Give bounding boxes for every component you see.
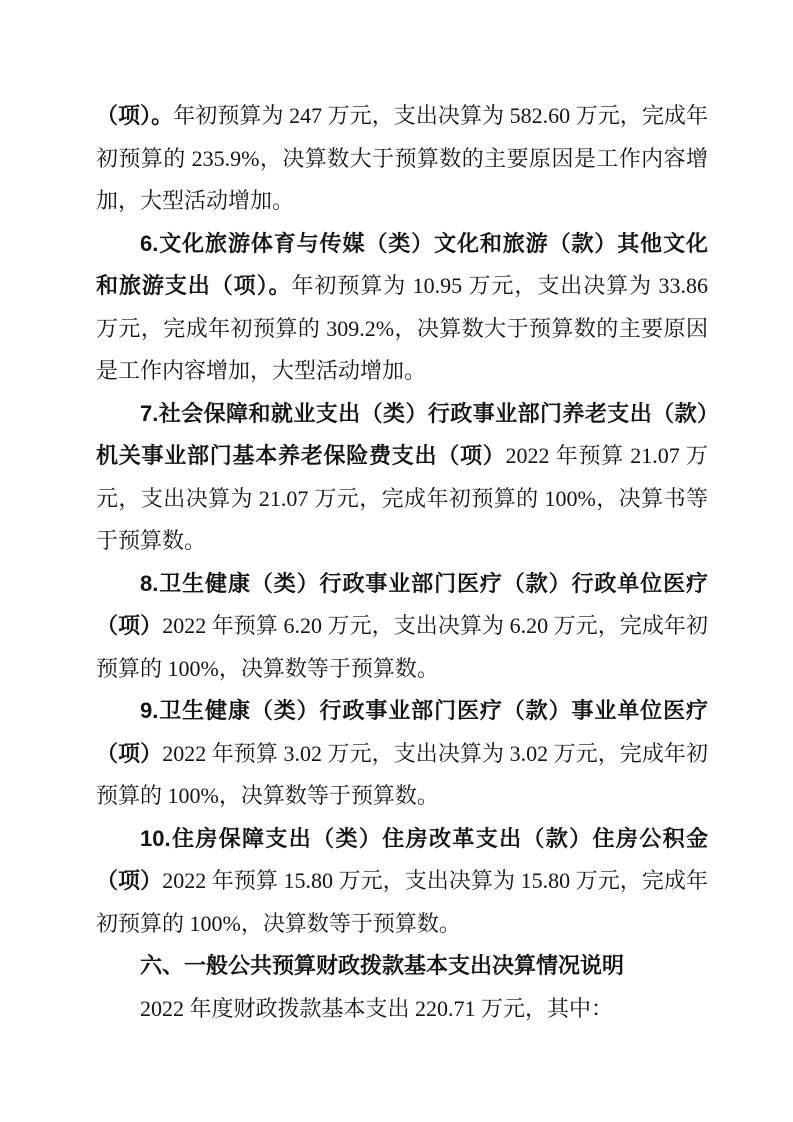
bold-text-run: 六、一般公共预算财政拨款基本支出决算情况说明 (140, 953, 625, 978)
bold-text-run: 9.卫生健康（类）行政事业部门医疗（款）事业单位医疗（项） (96, 698, 708, 766)
paragraph (96, 818, 708, 946)
text-run: 年初预算为 247 万元，支出决算为 582.60 万元，完成年初预算的 235.9%，决算数大于预算数的主要原因是工作内容增加，大型活动增加。 (96, 103, 708, 213)
bold-text-run: （项）。 (96, 103, 174, 128)
paragraph (96, 690, 708, 818)
text-run: 2022 年度财政拨款基本支出 220.71 万元，其中： (140, 995, 614, 1021)
text-run: 2022 年预算 21.07 万元，支出决算为 21.07 万元，完成年初预算的 100%，决算书等于预算数。 (96, 443, 708, 553)
text-run: 2022 年预算 6.20 万元，支出决算为 6.20 万元，完成年初预算的 100%，决算数等于预算数。 (96, 613, 708, 681)
text-run: 年初预算为 10.95 万元，支出决算为 33.86 万元，完成年初预算的 309.2%，决算数大于预算数的主要原因是工作内容增加，大型活动增加。 (96, 273, 708, 383)
paragraph (96, 563, 708, 691)
bold-text-run: 10.住房保障支出（类）住房改革支出（款）住房公积金（项） (96, 825, 708, 893)
paragraph (96, 95, 708, 223)
paragraph (96, 393, 708, 563)
text-run: 2022 年预算 3.02 万元，支出决算为 3.02 万元，完成年初预算的 100%，决算数等于预算数。 (96, 740, 708, 808)
bold-text-run: 8.卫生健康（类）行政事业部门医疗（款）行政单位医疗（项） (96, 570, 708, 638)
paragraph (96, 223, 708, 393)
document-body (96, 95, 708, 1030)
paragraph (96, 988, 708, 1031)
text-run: 2022 年预算 15.80 万元，支出决算为 15.80 万元，完成年初预算的 100%，决算数等于预算数。 (96, 868, 708, 936)
section-heading (96, 945, 708, 988)
bold-text-run: 6.文化旅游体育与传媒（类）文化和旅游（款）其他文化和旅游支出（项）。 (96, 230, 708, 298)
bold-text-run: 7.社会保障和就业支出（类）行政事业部门养老支出（款）机关事业部门基本养老保险费支出（项） (96, 400, 708, 468)
